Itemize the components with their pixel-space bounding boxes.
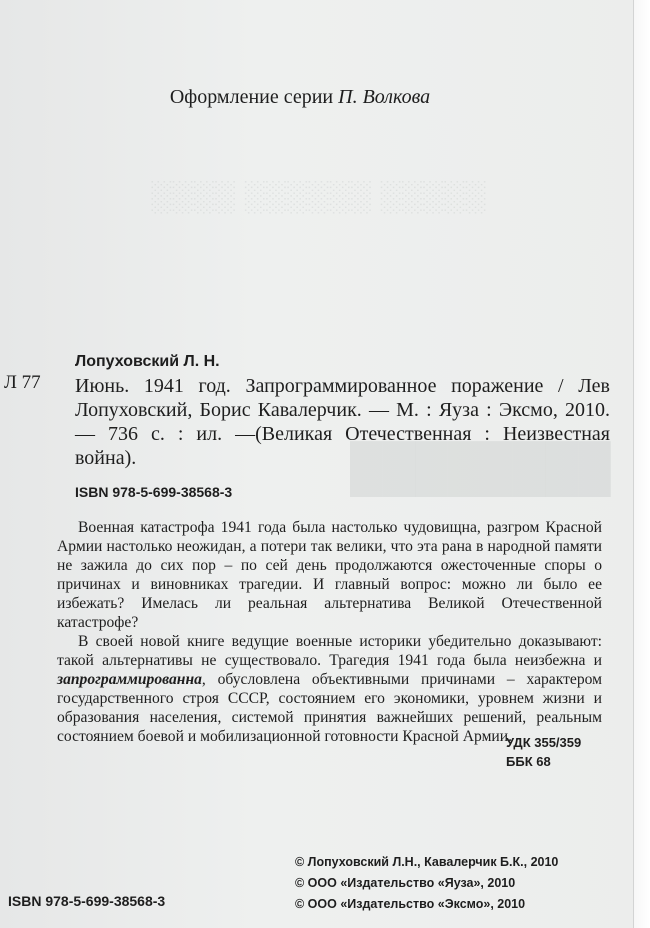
copyright-block — [295, 852, 558, 915]
series-design-label: Оформление серии — [169, 86, 334, 108]
annotation-emphasis: запрограммированна — [57, 671, 202, 688]
series-design-credit — [0, 86, 600, 109]
udk-code: УДК 355/359 — [506, 735, 582, 750]
annotation-paragraph: Военная катастрофа 1941 года была настолько чудовищна, разгром Красной Армии настолько неожидан, а потери так велики, что эта рана в народной памяти не зажила до сих пор – по сей день продолжаются ожесточенные споры о причинах и виновниках трагедии. И главный вопрос: можно ли было ее избежать? Имелась ли реальная альтернатива Великой Отечественной катастрофе? — [57, 519, 602, 631]
bbk-code: ББК 68 — [506, 754, 551, 769]
copyright-line: © ООО «Издательство «Яуза», 2010 — [295, 876, 516, 890]
bleed-through-text: ░░░░ ░░░░░░ ░░░░░ — [150, 180, 486, 213]
isbn-footer: ISBN 978-5-699-38568-3 — [8, 893, 166, 909]
copyright-line: © ООО «Издательство «Эксмо», 2010 — [295, 897, 526, 911]
bibliographic-description: Июнь. 1941 год. Запрограммированное поражение / Лев Лопуховский, Борис Кавалерчик. — М. : Яуза : Эксмо, 2010. — 736 с. : ил. —(Великая Отечественная : Неизвестная война). — [75, 375, 610, 469]
author-sign-code: Л 77 — [4, 372, 41, 393]
bleed-through-text: ████████ — [350, 441, 611, 493]
copyright-line: © Лопуховский Л.Н., Кавалерчик Б.К., 2010 — [295, 855, 559, 869]
annotation-text: , обусловлена объективными причинами – характером государственного строя СССР, состоянием его экономики, уровнем жизни и образования населения, системой принятия важнейших решений, реальным состоянием боевой и мобилизационной готовности Красной Армии. — [57, 671, 602, 745]
annotation-text: В своей новой книге ведущие военные историки убедительно доказывают: такой альтернативы не существовало. Трагедия 1941 года была неизбежна и — [57, 633, 602, 669]
page-edge — [633, 0, 650, 928]
annotation-paragraph — [57, 632, 602, 746]
classification-codes — [506, 733, 581, 771]
series-designer-name: П. Волкова — [338, 86, 431, 108]
isbn-catalog: ISBN 978-5-699-38568-3 — [75, 484, 233, 500]
catalog-author: Лопуховский Л. Н. — [75, 353, 220, 370]
annotation — [57, 518, 602, 746]
